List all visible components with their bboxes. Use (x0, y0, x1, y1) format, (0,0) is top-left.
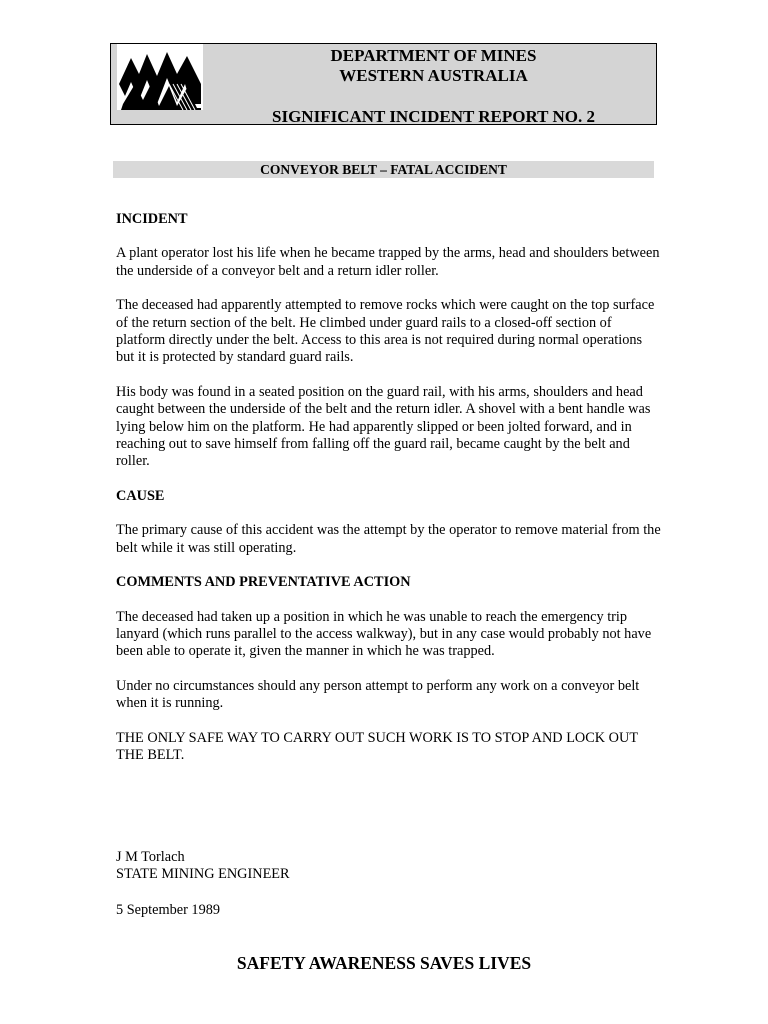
incident-paragraph-3: His body was found in a seated position on the guard rail, with his arms, shoulders and head caught between the underside of the belt and the return idler. A shovel with a bent handle was lying below him on the platform. He had apparently slipped or been jolted forward, and in reaching out to save himself from falling off the guard rail, became caught by the belt and roller. (116, 383, 651, 470)
report-date: 5 September 1989 (116, 902, 221, 918)
report-title: SIGNIFICANT INCIDENT REPORT NO. 2 (272, 107, 595, 126)
safety-slogan: SAFETY AWARENESS SAVES LIVES (236, 953, 532, 973)
signature-block (116, 849, 290, 884)
comments-paragraph-2: Under no circumstances should any person attempt to perform any work on a conveyor belt when it is running. (116, 677, 640, 712)
cause-paragraph-1: The primary cause of this accident was the attempt by the operator to remove material from the belt while it was still operating. (116, 522, 661, 556)
incident-paragraph-2: The deceased had apparently attempted to remove rocks which were caught on the top surface of the return section of the belt. He climbed under guard rails to a closed-off section of platform directly under the belt. Access to this area is not required during normal operations but it is protected by standard guard rails. (116, 297, 655, 366)
comments-paragraph-1: The deceased had taken up a position in which he was unable to reach the emergency trip lanyard (which runs parallel to the access walkway), but in any case would probably not have been able to operate it, given the manner in which he was trapped. (116, 608, 652, 660)
comments-paragraph-3: THE ONLY SAFE WAY TO CARRY OUT SUCH WORK IS TO STOP AND LOCK OUT THE BELT. (116, 729, 638, 763)
signatory-name: J M Torlach (116, 849, 185, 865)
report-subtitle: CONVEYOR BELT – FATAL ACCIDENT (113, 161, 654, 178)
report-header (110, 43, 657, 125)
report-body (116, 211, 661, 781)
incident-paragraph-1: A plant operator lost his life when he became trapped by the arms, head and shoulders between the underside of a conveyor belt and a return idler roller. (116, 245, 660, 279)
signatory-title: STATE MINING ENGINEER (116, 866, 290, 883)
section-heading-cause: CAUSE (116, 487, 165, 504)
department-region: WESTERN AUSTRALIA (339, 66, 528, 85)
department-name: DEPARTMENT OF MINES (330, 46, 537, 65)
department-of-mines-logo-icon (117, 44, 203, 110)
section-heading-incident: INCIDENT (116, 211, 188, 227)
section-heading-comments: COMMENTS AND PREVENTATIVE ACTION (116, 574, 411, 591)
